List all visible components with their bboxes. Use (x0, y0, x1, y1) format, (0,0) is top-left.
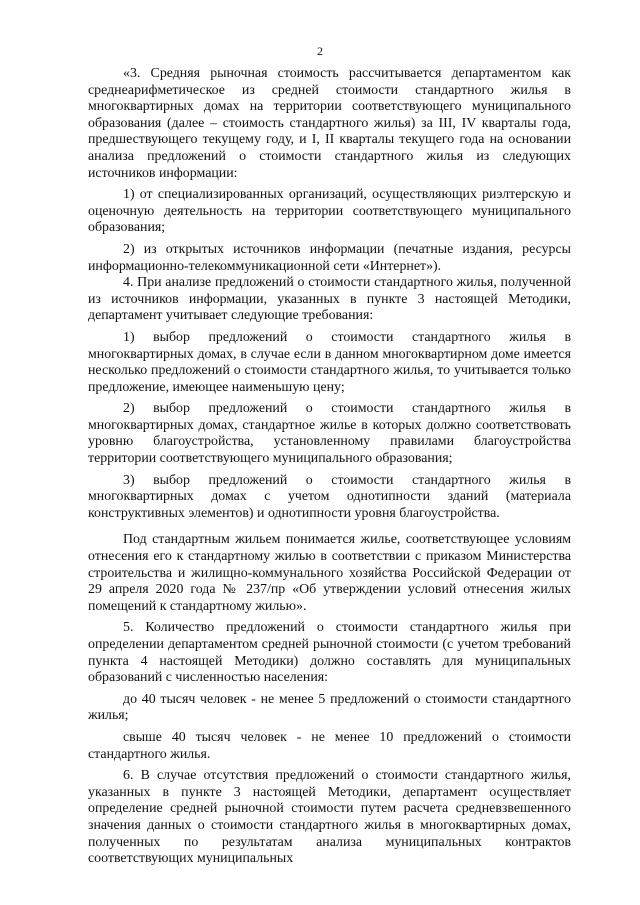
paragraph-6: 6. В случае отсутствия предложений о стоимости стандартного жилья, указанных в пункте 3 настоящей Методики, департамент осуществляет определение средней рыночной стоимости путем расчета средневзвешенного значения данных о стоимости стандартного жилья в многоквартирных домах, полученных по результатам анализа муниципальных контрактов соответствующих муниципальных (88, 768, 571, 867)
paragraph-4: 4. При анализе предложений о стоимости стандартного жилья, полученной из источников информации, указанных в пункте 3 настоящей Методики, департамент учитывает следующие требования: (88, 275, 571, 324)
document-body (88, 66, 571, 868)
paragraph-standard-housing-definition: Под стандартным жильем понимается жилье, соответствующее условиям отнесения его к стандартному жилью в соответствии с приказом Министерства строительства и жилищно-коммунального хозяйства Российской Федерации от 29 апреля 2020 года № 237/пр «Об утверждении условий отнесения жилых помещений к стандартному жилью». (88, 532, 571, 614)
paragraph-3-item-2: 2) из открытых источников информации (печатные издания, ресурсы информационно-телекоммуникационной сети «Интернет»). (88, 241, 571, 274)
paragraph-4-item-3: 3) выбор предложений о стоимости стандартного жилья в многоквартирных домах с учетом однотипности зданий (материала конструктивных элементов) и однотипности уровня благоустройства. (88, 472, 571, 521)
paragraph-4-item-1: 1) выбор предложений о стоимости стандартного жилья в многоквартирных домах, в случае если в данном многоквартирном доме имеется несколько предложений о стоимости стандартного жилья, то учитывается только предложение, имеющее наименьшую цену; (88, 329, 571, 395)
page-number: 2 (317, 44, 323, 58)
paragraph-5: 5. Количество предложений о стоимости стандартного жилья при определении департаментом средней рыночной стоимости (с учетом требований пункта 4 настоящей Методики) должно составлять для муниципальных образований с численностью населения: (88, 620, 571, 686)
paragraph-3: «3. Средняя рыночная стоимость рассчитывается департаментом как среднеарифметическое из средней стоимости стандартного жилья в многоквартирных домах на территории соответствующего муниципального образования (далее – стоимость стандартного жилья) за III, IV кварталы года, предшествующего текущему году, и I, II кварталы текущего года на основании анализа предложений о стоимости стандартного жилья из следующих источников информации: (88, 66, 571, 181)
paragraph-4-item-2: 2) выбор предложений о стоимости стандартного жилья в многоквартирных домах, стандартное жилье в которых должно соответствовать уровню благоустройства, установленному правилами благоустройства территории соответствующего муниципального образования; (88, 401, 571, 467)
paragraph-3-item-1: 1) от специализированных организаций, осуществляющих риэлтерскую и оценочную деятельность на территории соответствующего муниципального образования; (88, 187, 571, 236)
paragraph-5-item-1: до 40 тысяч человек - не менее 5 предложений о стоимости стандартного жилья; (88, 691, 571, 724)
paragraph-5-item-2: свыше 40 тысяч человек - не менее 10 предложений о стоимости стандартного жилья. (88, 729, 571, 762)
